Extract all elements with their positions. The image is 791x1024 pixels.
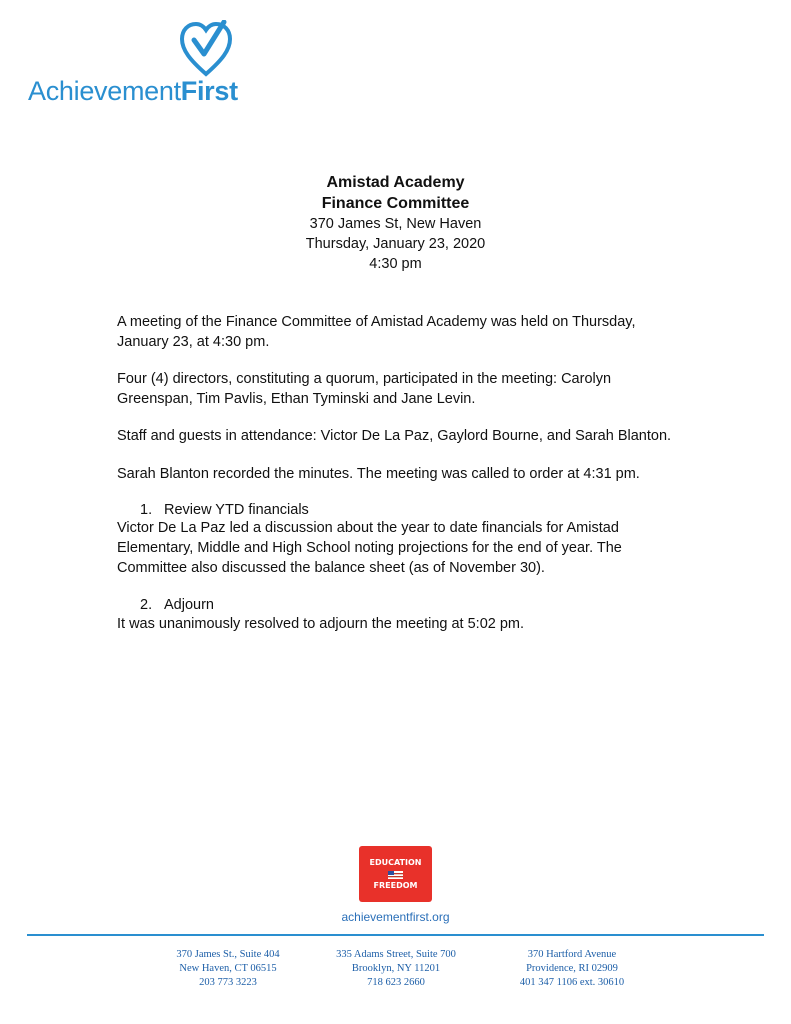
agenda-item-title: Review YTD financials <box>164 502 309 518</box>
agenda-item-number: 2. <box>140 597 153 613</box>
address-phone: 718 623 2660 <box>367 977 425 988</box>
address-new-haven <box>138 948 318 990</box>
agenda-item-title: Adjourn <box>164 597 214 613</box>
address-line: 370 James St., Suite 404 <box>176 949 280 960</box>
address-line: New Haven, CT 06515 <box>179 963 277 974</box>
agenda-item-text: Victor De La Paz led a discussion about the year to date financials for Amistad Elementary, Middle and High School noting projections for the end of year. The Committee also discussed the balance sheet (as of November 30). <box>117 520 622 576</box>
attendance-paragraph: Staff and guests in attendance: Victor De La Paz, Gaylord Bourne, and Sarah Blanton. <box>117 428 672 444</box>
quorum-paragraph: Four (4) directors, constituting a quorum, participated in the meeting: Carolyn Greenspan, Tim Pavlis, Ethan Tyminski and Jane Levin. <box>117 371 612 407</box>
achievement-first-logo <box>28 20 258 110</box>
flag-icon <box>388 871 403 879</box>
address-providence <box>482 948 662 990</box>
school-name: Amistad Academy <box>326 174 465 191</box>
badge-line-1: EDUCATION <box>369 858 422 867</box>
agenda-item-heading <box>140 595 214 615</box>
minutes-paragraph: Sarah Blanton recorded the minutes. The meeting was called to order at 4:31 pm. <box>117 466 640 482</box>
heart-check-icon <box>178 20 234 80</box>
address-phone: 401 347 1106 ext. 30610 <box>519 977 625 988</box>
address-line: Brooklyn, NY 11201 <box>351 963 441 974</box>
address-brooklyn <box>306 948 486 990</box>
logo-word-achievement: Achievement <box>28 76 181 106</box>
education-freedom-badge <box>359 846 432 902</box>
agenda-item-number: 1. <box>140 502 153 518</box>
footer-divider <box>27 934 764 936</box>
logo-word-first: First <box>180 76 238 106</box>
meeting-address: 370 James St, New Haven <box>309 216 482 232</box>
committee-name: Finance Committee <box>321 195 470 212</box>
agenda-item-text: It was unanimously resolved to adjourn the meeting at 5:02 pm. <box>117 616 525 632</box>
intro-paragraph: A meeting of the Finance Committee of Amistad Academy was held on Thursday, January 23, at 4:30 pm. <box>117 314 636 350</box>
logo-wordmark <box>28 76 238 107</box>
address-line: 335 Adams Street, Suite 700 <box>336 949 456 960</box>
address-line: 370 Hartford Avenue <box>527 949 617 960</box>
meeting-date: Thursday, January 23, 2020 <box>305 236 486 252</box>
website-link[interactable]: achievementfirst.org <box>341 910 450 924</box>
meeting-time: 4:30 pm <box>369 256 422 272</box>
agenda-item-heading <box>140 500 309 520</box>
address-line: Providence, RI 02909 <box>526 963 618 974</box>
address-phone: 203 773 3223 <box>199 977 257 988</box>
badge-line-2: FREEDOM <box>373 881 418 890</box>
meeting-header <box>0 172 791 274</box>
